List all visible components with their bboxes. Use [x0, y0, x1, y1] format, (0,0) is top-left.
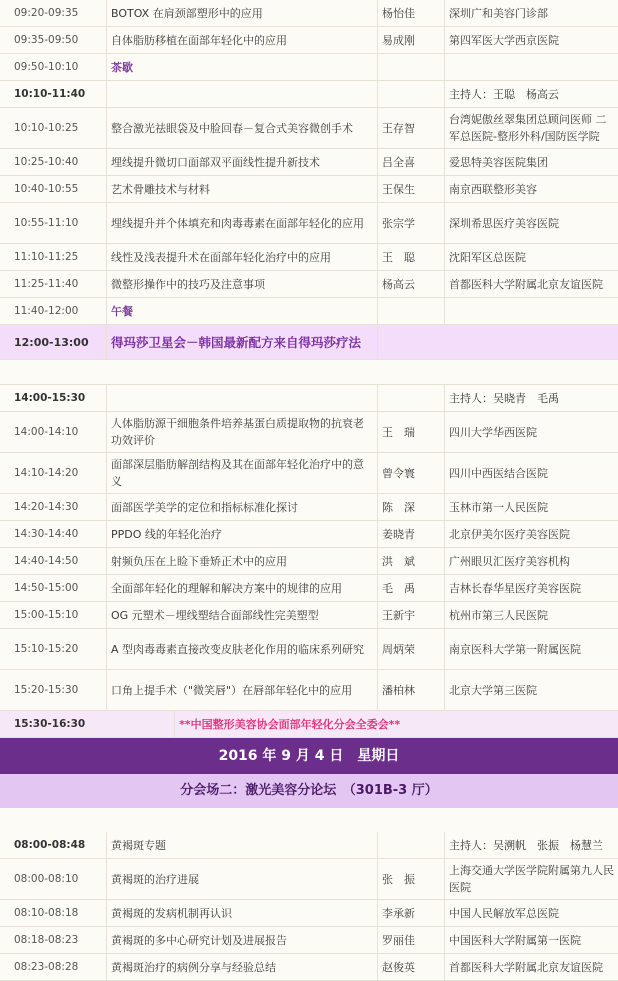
session-time: 11:10-11:25: [0, 244, 107, 271]
affiliation: 中国人民解放军总医院: [445, 900, 618, 927]
speaker-name: 曾令寰: [378, 453, 445, 494]
agenda-row: [0, 832, 618, 859]
speaker-name: 张宗学: [378, 203, 445, 244]
affiliation: 上海交通大学医学院附属第九人民医院: [445, 859, 618, 900]
speaker-name: [378, 54, 445, 81]
talk-title: 射频负压在上睑下垂矫正术中的应用: [107, 548, 378, 575]
session-time: 15:20-15:30: [0, 670, 107, 711]
talk-title: BOTOX 在肩颈部塑形中的应用: [107, 0, 378, 27]
affiliation: [445, 298, 618, 325]
talk-title: 黄褐斑的发病机制再认识: [107, 900, 378, 927]
talk-title: 黄褐斑的多中心研究计划及进展报告: [107, 927, 378, 954]
talk-title: A 型肉毒毒素直接改变皮肤老化作用的临床系列研究: [107, 629, 378, 670]
session-time: 10:40-10:55: [0, 176, 107, 203]
affiliation: 四川中西医结合医院: [445, 453, 618, 494]
session-time: 14:20-14:30: [0, 494, 107, 521]
talk-title: 面部医学美学的定位和指标标准化探讨: [107, 494, 378, 521]
agenda-row: [0, 176, 618, 203]
agenda-row: [0, 149, 618, 176]
session-time: 11:40-12:00: [0, 298, 107, 325]
speaker-name: 洪 斌: [378, 548, 445, 575]
session-time: 15:30-16:30: [0, 711, 175, 738]
affiliation: 杭州市第三人民医院: [445, 602, 618, 629]
speaker-name: 潘柏林: [378, 670, 445, 711]
session-time: 09:50-10:10: [0, 54, 107, 81]
session-time: 10:10-11:40: [0, 81, 107, 108]
affiliation: 广州眼贝汇医疗美容机构: [445, 548, 618, 575]
schedule-table-c: [0, 832, 618, 981]
talk-title: 口角上提手术（"微笑唇"）在唇部年轻化中的应用: [107, 670, 378, 711]
talk-title: 午餐: [107, 298, 378, 325]
affiliation: 南京医科大学第一附属医院: [445, 629, 618, 670]
talk-title: 微整形操作中的技巧及注意事项: [107, 271, 378, 298]
talk-title: 黄褐斑专题: [107, 832, 378, 859]
talk-title: 自体脂肪移植在面部年轻化中的应用: [107, 27, 378, 54]
agenda-row: [0, 412, 618, 453]
speaker-name: 周炳荣: [378, 629, 445, 670]
agenda-row: [0, 298, 618, 325]
session-time: 08:00-08:10: [0, 859, 107, 900]
agenda-row: [0, 629, 618, 670]
session-time: 15:10-15:20: [0, 629, 107, 670]
affiliation: 首都医科大学附属北京友谊医院: [445, 271, 618, 298]
affiliation: 主持人：吴溯帆 张振 杨慧兰: [445, 832, 618, 859]
speaker-name: 李承新: [378, 900, 445, 927]
speaker-name: 毛 禹: [378, 575, 445, 602]
talk-title: 黄褐斑的治疗进展: [107, 859, 378, 900]
speaker-name: 赵俊英: [378, 954, 445, 981]
agenda-row: [0, 494, 618, 521]
speaker-name: [378, 81, 445, 108]
session-time: 14:30-14:40: [0, 521, 107, 548]
session-time: 11:25-11:40: [0, 271, 107, 298]
speaker-name: [378, 385, 445, 412]
session-time: 14:00-15:30: [0, 385, 107, 412]
agenda-row: [0, 244, 618, 271]
session-time: 08:23-08:28: [0, 954, 107, 981]
speaker-name: 王 聪: [378, 244, 445, 271]
talk-title: [107, 81, 378, 108]
agenda-row: [0, 203, 618, 244]
speaker-name: 易成刚: [378, 27, 445, 54]
agenda-row: [0, 521, 618, 548]
speaker-name: 陈 深: [378, 494, 445, 521]
session-time: 14:40-14:50: [0, 548, 107, 575]
affiliation: 深圳希思医疗美容医院: [445, 203, 618, 244]
agenda-row: [0, 271, 618, 298]
session-time: 14:00-14:10: [0, 412, 107, 453]
speaker-name: 杨怡佳: [378, 0, 445, 27]
session-time: 08:18-08:23: [0, 927, 107, 954]
agenda-row: [0, 927, 618, 954]
pink-table: [0, 711, 618, 738]
highlight-table: [0, 325, 618, 385]
speaker-name: 王新宇: [378, 602, 445, 629]
day-header: 2016 年 9 月 4 日 星期日: [0, 738, 618, 774]
session-time: 14:10-14:20: [0, 453, 107, 494]
affiliation: 玉林市第一人民医院: [445, 494, 618, 521]
schedule-table-a: [0, 0, 618, 325]
agenda-row: [0, 548, 618, 575]
committee-row: [0, 711, 618, 738]
talk-title: OG 元塑术－埋线塑结合面部线性完美塑型: [107, 602, 378, 629]
affiliation: 中国医科大学附属第一医院: [445, 927, 618, 954]
agenda-row: [0, 54, 618, 81]
speaker-name: 王保生: [378, 176, 445, 203]
session-time: 08:00-08:48: [0, 832, 107, 859]
agenda-row: [0, 385, 618, 412]
session-time: 10:55-11:10: [0, 203, 107, 244]
talk-title: 面部深层脂肪解剖结构及其在面部年轻化治疗中的意义: [107, 453, 378, 494]
affiliation: 北京伊美尔医疗美容医院: [445, 521, 618, 548]
affiliation: [445, 54, 618, 81]
agenda-row: [0, 859, 618, 900]
satellite-title: 得玛莎卫星会－韩国最新配方来自得玛莎疗法: [107, 325, 378, 360]
session-time: 08:10-08:18: [0, 900, 107, 927]
speaker-name: [378, 832, 445, 859]
session-time: 09:35-09:50: [0, 27, 107, 54]
talk-title: 黄褐斑治疗的病例分享与经验总结: [107, 954, 378, 981]
talk-title: 埋线提升并个体填充和肉毒毒素在面部年轻化的应用: [107, 203, 378, 244]
agenda-row: [0, 453, 618, 494]
affiliation: 第四军医大学西京医院: [445, 27, 618, 54]
session-time: 09:20-09:35: [0, 0, 107, 27]
agenda-row: [0, 602, 618, 629]
talk-title: 整合激光祛眼袋及中脸回春－复合式美容微创手术: [107, 108, 378, 149]
forum-header: 分会场二：激光美容分论坛 （301B-3 厅）: [0, 774, 618, 808]
speaker-name: 吕全喜: [378, 149, 445, 176]
schedule-table-b: [0, 385, 618, 711]
affiliation: 首都医科大学附属北京友谊医院: [445, 954, 618, 981]
affiliation: 南京西联整形美容: [445, 176, 618, 203]
speaker-name: 姜晓青: [378, 521, 445, 548]
affiliation: 沈阳军区总医院: [445, 244, 618, 271]
talk-title: 艺术骨雕技术与材料: [107, 176, 378, 203]
speaker-name: 杨高云: [378, 271, 445, 298]
talk-title: 线性及浅表提升术在面部年轻化治疗中的应用: [107, 244, 378, 271]
affiliation: 吉林长春华星医疗美容医院: [445, 575, 618, 602]
talk-title: 埋线提升微切口面部双平面线性提升新技术: [107, 149, 378, 176]
talk-title: [107, 385, 378, 412]
affiliation: 台湾妮傲丝翠集团总顾问医师 二军总医院-整形外科/国防医学院: [445, 108, 618, 149]
affiliation: 四川大学华西医院: [445, 412, 618, 453]
speaker-name: 王 瑞: [378, 412, 445, 453]
speaker-name: [378, 298, 445, 325]
talk-title: 全面部年轻化的理解和解决方案中的规律的应用: [107, 575, 378, 602]
affiliation: 深圳广和美容门诊部: [445, 0, 618, 27]
committee-title: **中国整形美容协会面部年轻化分会全委会**: [175, 711, 618, 738]
speaker-name: 王存智: [378, 108, 445, 149]
affiliation: 主持人：吴晓青 毛禹: [445, 385, 618, 412]
session-time: 14:50-15:00: [0, 575, 107, 602]
session-time: 15:00-15:10: [0, 602, 107, 629]
agenda-row: [0, 27, 618, 54]
affiliation: 北京大学第三医院: [445, 670, 618, 711]
affiliation: 爱思特美容医院集团: [445, 149, 618, 176]
speaker-name: 张 振: [378, 859, 445, 900]
agenda-row: [0, 900, 618, 927]
talk-title: 茶歇: [107, 54, 378, 81]
session-time: 10:10-10:25: [0, 108, 107, 149]
talk-title: 人体脂肪源干细胞条件培养基蛋白质提取物的抗衰老功效评价: [107, 412, 378, 453]
agenda-row: [0, 954, 618, 981]
talk-title: PPDO 线的年轻化治疗: [107, 521, 378, 548]
agenda-row: [0, 81, 618, 108]
speaker-name: 罗丽佳: [378, 927, 445, 954]
session-time: 12:00-13:00: [0, 325, 107, 360]
agenda-row: [0, 575, 618, 602]
agenda-row: [0, 108, 618, 149]
affiliation: 主持人：王聪 杨高云: [445, 81, 618, 108]
agenda-row: [0, 0, 618, 27]
session-time: 10:25-10:40: [0, 149, 107, 176]
satellite-row: [0, 325, 618, 360]
agenda-row: [0, 670, 618, 711]
